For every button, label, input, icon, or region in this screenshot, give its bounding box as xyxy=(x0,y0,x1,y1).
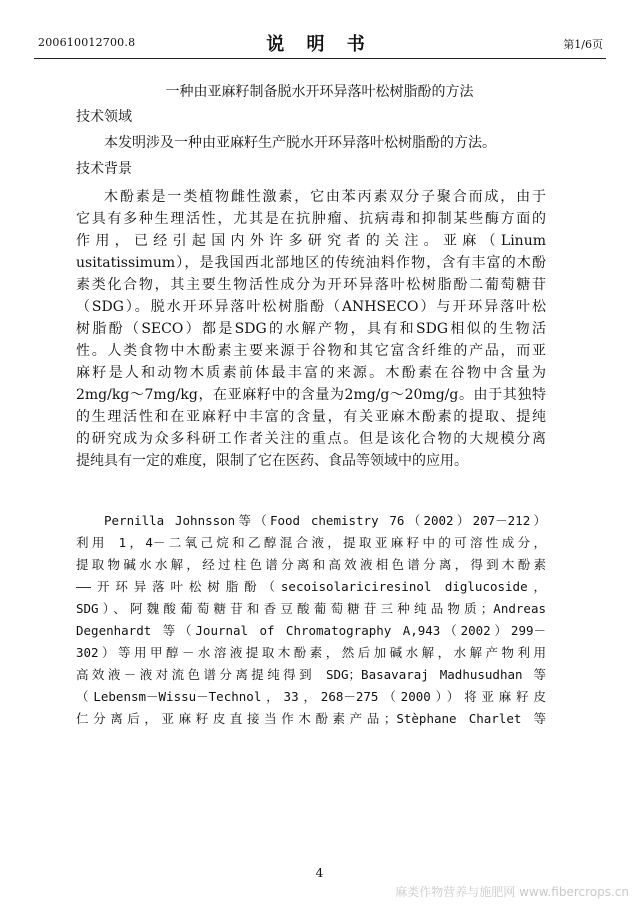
paragraph-line: 302）等用甲醇－水溶液提取木酚素，然后加碱水解，水解产物利用 xyxy=(76,645,546,660)
paragraph-line: 2mg/kg～7mg/kg，在亚麻籽中的含量为2mg/g～20mg/g。由于其独特 xyxy=(76,387,546,403)
paragraph-line: 麻籽是人和动物木质素前体最丰富的来源。木酚素在谷物中含量为 xyxy=(76,365,546,381)
paragraph-line: 素类化合物，其主要生物活性成分为开环异落叶松树脂酚二葡萄糖苷 xyxy=(76,277,546,293)
paragraph-line: usitatissimum），是我国西北部地区的传统油料作物，含有丰富的木酚 xyxy=(76,255,546,271)
paragraph-line: 提纯具有一定的难度，限制了它在医药、食品等领域中的应用。 xyxy=(76,453,468,469)
page-indicator: 第1/6页 xyxy=(563,38,603,51)
paragraph-line: 的生理活性和在亚麻籽中丰富的含量，有关亚麻木酚素的提取、提纯 xyxy=(76,409,546,425)
site-watermark: 麻类作物营养与施肥网 www.fibercrops.cn xyxy=(395,885,629,899)
header-divider xyxy=(34,58,606,59)
field-description: 本发明涉及一种由亚麻籽生产脱水开环异落叶松树脂酚的方法。 xyxy=(104,135,496,151)
patent-number: 200610012700.8 xyxy=(38,36,136,49)
paragraph-line: 它具有多种生理活性，尤其是在抗肿瘤、抗病毒和抑制某些酶方面的 xyxy=(76,211,546,227)
background-paragraph-2 xyxy=(76,510,546,730)
paragraph-line: 高效液－液对流色谱分离提纯得到 SDG；Basavaraj Madhusudhan 等 xyxy=(76,667,546,682)
invention-title: 一种由亚麻籽制备脱水开环异落叶松树脂酚的方法 xyxy=(165,84,474,100)
paragraph-line: 木酚素是一类植物雌性激素，它由苯丙素双分子聚合而成，由于 xyxy=(104,189,546,205)
paragraph-line: （SDG）。脱水开环异落叶松树脂酚（ANHSECO）与开环异落叶松 xyxy=(76,299,546,315)
paragraph-line: 的研究成为众多科研工作者关注的重点。但是该化合物的大规模分离 xyxy=(76,431,546,447)
paragraph-line: SDG）、阿魏酸葡萄糖苷和香豆酸葡萄糖苷三种纯品物质；Andreas xyxy=(76,601,546,616)
paragraph-line: ——开环异落叶松树脂酚（secoisolariciresinol diglucoside， xyxy=(76,579,546,594)
page-number: 4 xyxy=(315,866,324,880)
paragraph-line: 树脂酚（SECO）都是SDG的水解产物，具有和SDG相似的生物活 xyxy=(76,321,546,337)
paragraph-line: 作用，已经引起国内外许多研究者的关注。亚麻（Linum xyxy=(76,233,546,249)
paragraph-line: Degenhardt 等（Journal of Chromatography A,943（2002）299－ xyxy=(76,623,546,638)
paragraph-line: Pernilla Johnsson等（Food chemistry 76（2002）207－212） xyxy=(104,513,546,528)
section-heading-field: 技术领域 xyxy=(76,109,132,125)
paragraph-line: 利用 1，4－二氧己烷和乙醇混合液，提取亚麻籽中的可溶性成分， xyxy=(76,535,546,550)
background-paragraph-1 xyxy=(76,186,546,472)
paragraph-line: 性。人类食物中木酚素主要来源于谷物和其它富含纤维的产品，而亚 xyxy=(76,343,546,359)
section-heading-background: 技术背景 xyxy=(76,161,132,177)
document-type-title: 说 明 书 xyxy=(266,34,373,55)
paragraph-line: 提取物碱水水解，经过柱色谱分离和高效液相色谱分离，得到木酚素 xyxy=(76,557,546,572)
paragraph-line: 仁分离后，亚麻籽皮直接当作木酚素产品；Stèphane Charlet 等 xyxy=(76,711,546,726)
paragraph-line: （Lebensm－Wissu－Technol，33，268－275（2000））将亚麻籽皮 xyxy=(76,689,546,704)
